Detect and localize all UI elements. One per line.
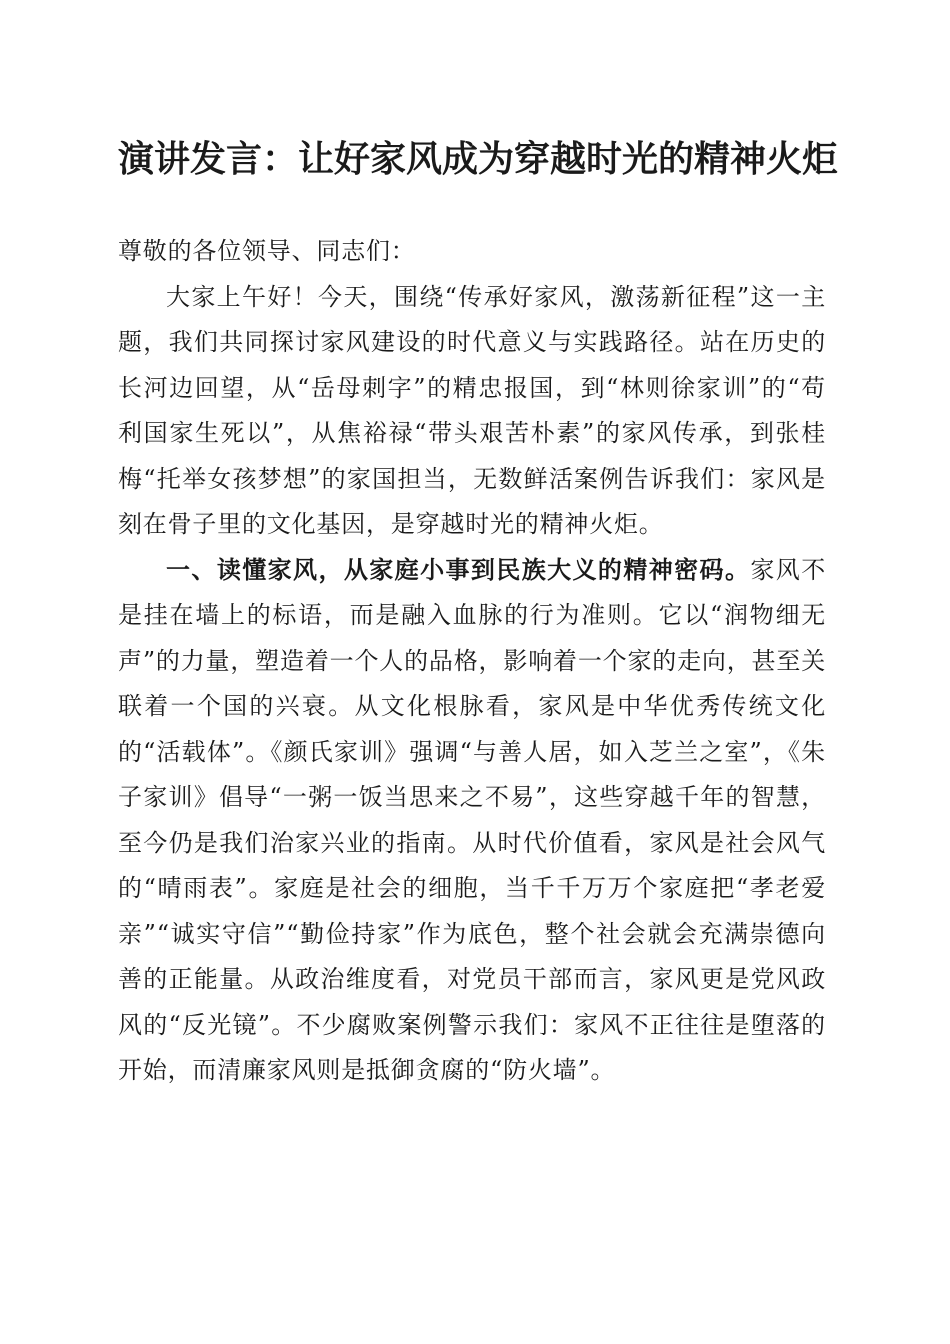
paragraph-section-1: [118, 548, 826, 1094]
document-body: [118, 229, 826, 1094]
section-1-text: 家风不是挂在墙上的标语，而是融入血脉的行为准则。它以“润物细无声”的力量，塑造着一个人的品格，影响着一个家的走向，甚至关联着一个国的兴衰。从文化根脉看，家风是中华优秀传统文化的“活载体”。《颜氏家训》强调“与善人居，如入芝兰之室”，《朱子家训》倡导“一粥一饭当思来之不易”，这些穿越千年的智慧，至今仍是我们治家兴业的指南。从时代价值看，家风是社会风气的“晴雨表”。家庭是社会的细胞，当千千万万个家庭把“孝老爱亲”“诚实守信”“勤俭持家”作为底色，整个社会就会充满崇德向善的正能量。从政治维度看，对党员干部而言，家风更是党风政风的“反光镜”。不少腐败案例警示我们：家风不正往往是堕落的开始，而清廉家风则是抵御贪腐的“防火墙”。: [118, 555, 826, 1084]
document-title: 演讲发言：让好家风成为穿越时光的精神火炬: [118, 138, 839, 180]
paragraph-opening: 大家上午好！今天，围绕“传承好家风，激荡新征程”这一主题，我们共同探讨家风建设的时代意义与实践路径。站在历史的长河边回望，从“岳母刺字”的精忠报国，到“林则徐家训”的“苟利国家生死以”，从焦裕禄“带头艰苦朴素”的家风传承，到张桂梅“托举女孩梦想”的家国担当，无数鲜活案例告诉我们：家风是刻在骨子里的文化基因，是穿越时光的精神火炬。: [118, 282, 826, 538]
section-1-heading: 一、读懂家风，从家庭小事到民族大义的精神密码。: [166, 555, 751, 584]
salutation: 尊敬的各位领导、同志们：: [118, 237, 416, 265]
